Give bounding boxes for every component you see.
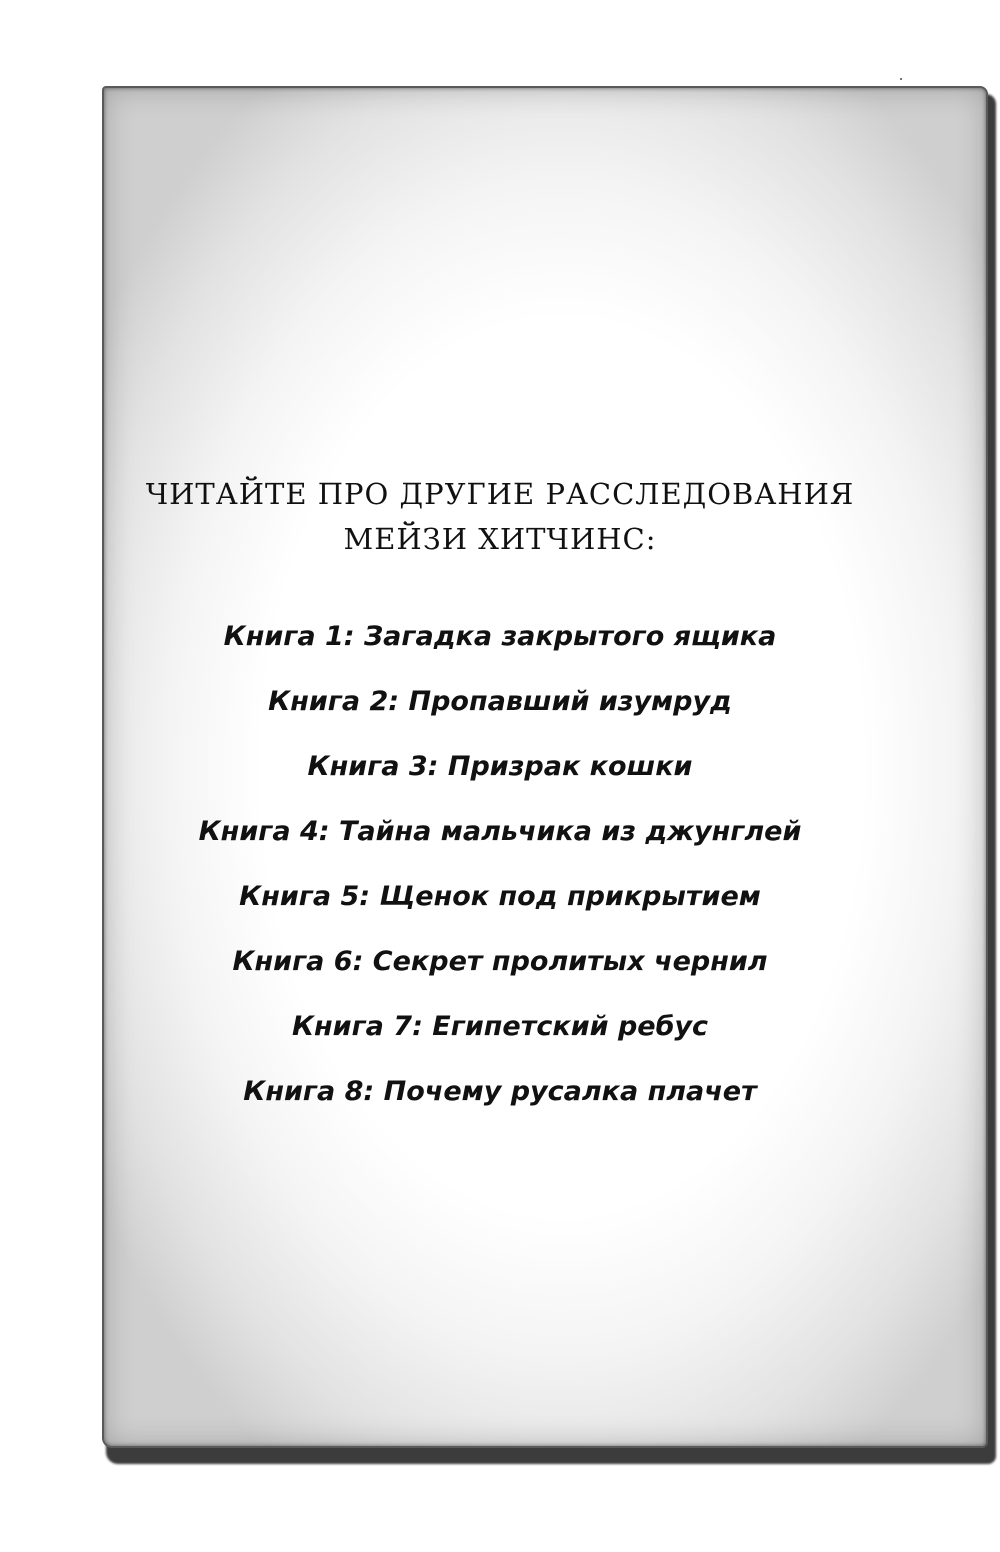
book-item-3: Книга 3: Призрак кошки xyxy=(307,751,693,782)
book-item-6: Книга 6: Секрет пролитых чернил xyxy=(232,946,768,977)
heading-line-2: МЕЙЗИ ХИТЧИНС: xyxy=(343,522,657,556)
book-item-5: Книга 5: Щенок под прикрытием xyxy=(239,881,761,912)
book-item-1: Книга 1: Загадка закрытого ящика xyxy=(223,621,777,652)
book-list xyxy=(0,613,1000,1133)
page-heading xyxy=(0,472,1000,562)
dust-speck xyxy=(900,78,902,80)
book-item-4: Книга 4: Тайна мальчика из джунглей xyxy=(198,816,802,847)
heading-line-1: ЧИТАЙТЕ ПРО ДРУГИЕ РАССЛЕДОВАНИЯ xyxy=(145,477,855,511)
book-item-2: Книга 2: Пропавший изумруд xyxy=(268,686,732,717)
book-item-7: Книга 7: Египетский ребус xyxy=(291,1011,709,1042)
book-item-8: Книга 8: Почему русалка плачет xyxy=(243,1076,757,1107)
